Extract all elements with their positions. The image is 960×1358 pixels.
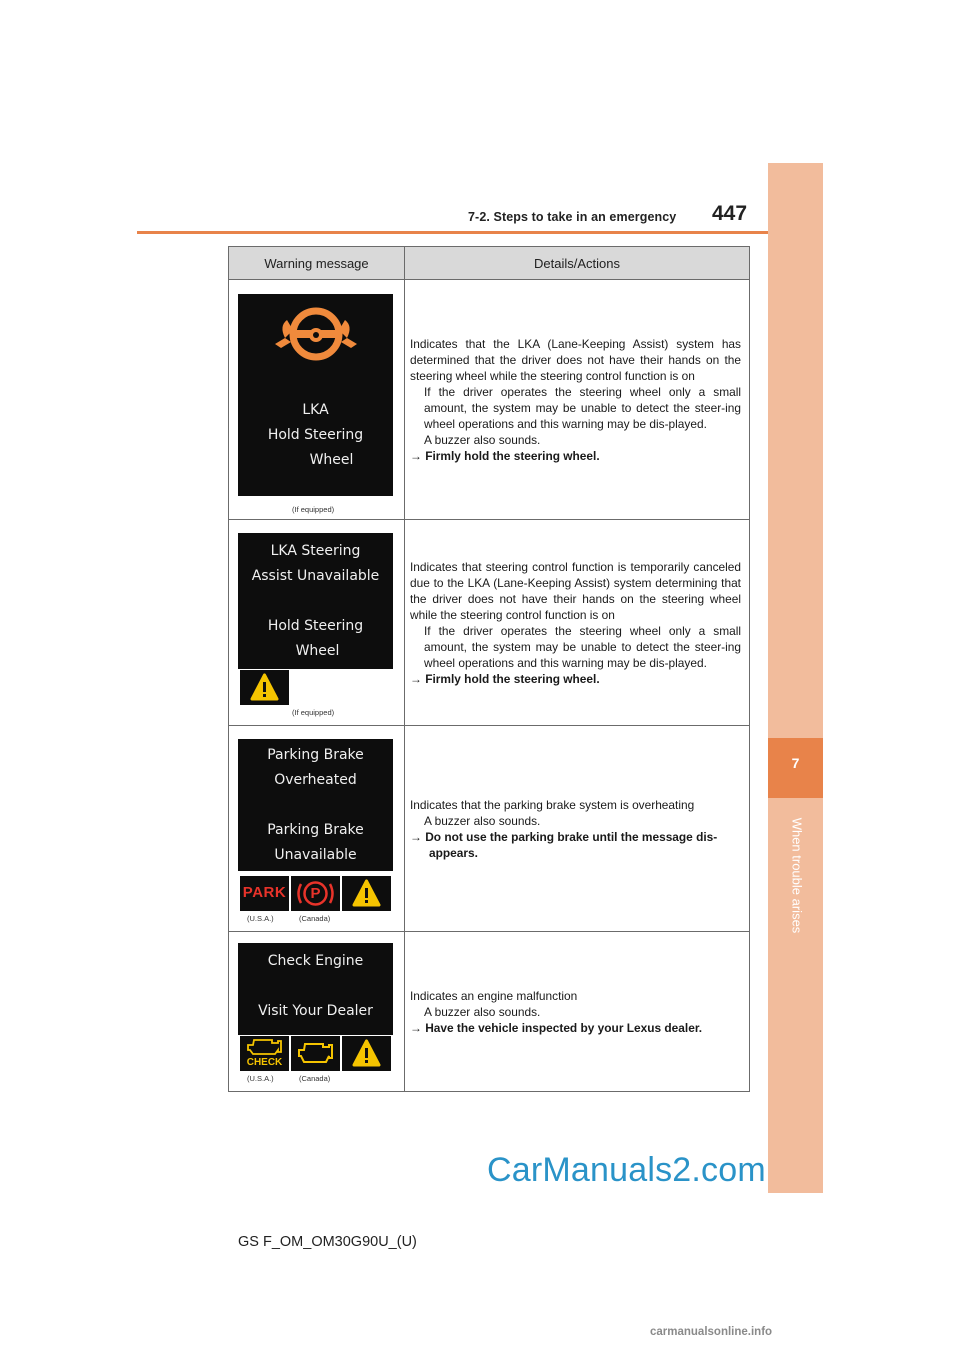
screen-line: LKA [302,402,329,418]
warning-triangle-icon [240,670,289,705]
chapter-number-box [768,738,823,798]
warning-image-cell [229,932,405,1092]
screen-line [238,589,393,614]
screen-line: Hold Steering [267,618,364,634]
caption-canada: (Canada) [299,1074,331,1083]
screen-line: Parking Brake [267,822,364,838]
screen-line [238,974,393,999]
watermark-logo: CarManuals2.com [487,1151,766,1189]
screen-line: Wheel [309,452,354,468]
warning-triangle-icon [342,1036,391,1071]
note-text: A buzzer also sounds. [424,432,541,447]
site-watermark: carmanualsonline.info [650,1326,773,1338]
p-indicator [291,876,340,911]
warning-image-cell [229,520,405,726]
note-text: If the driver operates the steering wheel only a small amount, the system may be unable to detect the steer-ing wheel operations and this warning may be dis-played. [424,384,741,431]
details-cell [405,280,750,520]
chapter-side-tab [768,163,823,1193]
check-indicator [240,1036,289,1071]
steering-wheel-icon [271,304,361,364]
screen-line: Wheel [295,643,340,659]
warning-image-cell [229,726,405,932]
check-engine-icon [291,1036,340,1071]
table-header-row [229,247,750,280]
note-text: A buzzer also sounds. [424,1004,541,1019]
screen-line: Assist Unavailable [251,568,380,584]
table-row [229,280,750,520]
image-caption: (If equipped) [292,505,335,514]
table-row [229,520,750,726]
note-text: If the driver operates the steering wheel only a small amount, the system may be unable to detect the steer-ing wheel operations and this warning may be dis-played. [424,623,741,670]
summary-text: Indicates an engine malfunction [410,988,578,1003]
screen-line: Overheated [274,772,357,788]
warning-indicator [342,876,391,911]
park-indicator [240,876,289,911]
details-cell [405,520,750,726]
action-text [410,829,741,861]
caption-usa: (U.S.A.) [247,914,274,923]
action-text: → Have the vehicle inspected by your Lexus dealer. [410,1020,703,1035]
p-letter: P [310,885,321,902]
warning-indicator [342,1036,391,1071]
summary-text: Indicates that the parking brake system is overheating [410,797,695,812]
table-row [229,726,750,932]
screen-line [238,793,393,818]
document-code: GS F_OM_OM30G90U_(U) [238,1234,417,1250]
screen-line: Unavailable [274,847,357,863]
warning-image-cell [229,280,405,520]
col-warning-header: Warning message [229,247,405,280]
park-brake-icon: PARK [242,884,287,901]
engine-indicator [291,1036,340,1071]
screen-line: Parking Brake [267,747,364,763]
summary-text: Indicates that the LKA (Lane-Keeping Assist) system has determined that the driver does not have their hands on the steering wheel while the steering control function is on [410,336,741,383]
chapter-label: When trouble arises [789,817,805,934]
warning-triangle-icon [342,876,391,911]
header-rule [137,231,823,234]
screen-line: Hold Steering [267,427,364,443]
display-screen [238,533,393,669]
note-text: A buzzer also sounds. [424,813,541,828]
chapter-number: 7 [791,755,800,771]
action-line-cont: appears. [429,845,478,860]
details-cell [405,932,750,1092]
col-details-header: Details/Actions [405,247,750,280]
display-screen [238,294,393,496]
action-text: → Firmly hold the steering wheel. [410,671,600,686]
display-screen [238,739,393,871]
display-screen [238,943,393,1035]
caption-usa: (U.S.A.) [247,1074,274,1083]
screen-line: Check Engine [267,953,364,969]
check-label: CHECK [246,1057,283,1068]
summary-text: Indicates that steering control function is temporarily canceled due to the LKA (Lane-Keeping Assist) system determining that the driver does not have their hands on the steering wheel while the steering control function is on [410,559,741,622]
warning-table [228,246,750,1092]
action-text: → Firmly hold the steering wheel. [410,448,600,463]
warning-indicator [240,670,289,705]
caption-canada: (Canada) [299,914,331,923]
screen-line: LKA Steering [270,543,361,559]
table-row [229,932,750,1092]
section-title: 7-2. Steps to take in an emergency [468,210,677,224]
image-caption: (If equipped) [292,708,335,717]
action-line: → Do not use the parking brake until the message dis- [410,829,718,844]
page-number: 447 [712,202,748,225]
details-cell [405,726,750,932]
chapter-label-box [787,808,805,948]
screen-line: Visit Your Dealer [258,1003,373,1019]
